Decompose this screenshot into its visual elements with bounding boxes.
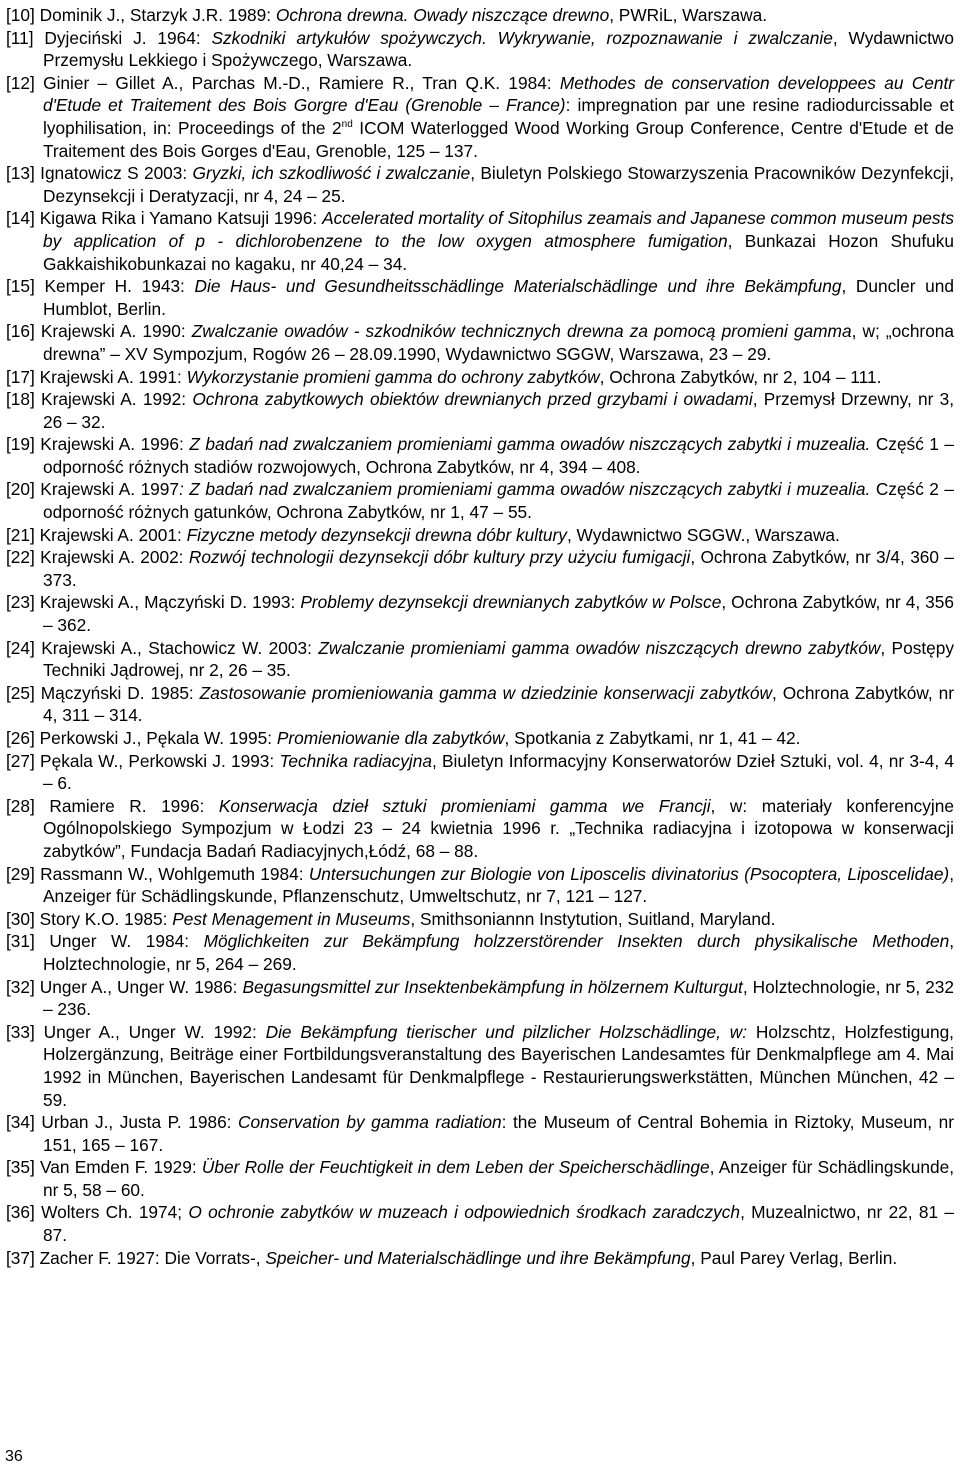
reference-text: [33] Unger A., Unger W. 1992: bbox=[6, 1021, 266, 1042]
reference-text: [17] Krajewski A. 1991: bbox=[6, 366, 187, 387]
reference-text: , Ochrona Zabytków, nr 4, 356 – 362. bbox=[43, 592, 955, 636]
reference-title: Methodes de conservation developpees au Centr d'Etude et Traitement des Bois Gorgre d'Eau (Grenoble – France) bbox=[43, 72, 954, 116]
reference-text: , Ochrona Zabytków, nr 2, 104 – 111. bbox=[599, 366, 882, 387]
reference-title: Begasungsmittel zur Insektenbekämpfung in hölzernem Kulturgut bbox=[242, 976, 743, 997]
reference-entry bbox=[6, 275, 954, 320]
reference-text: , Holztechnologie, nr 5, 232 – 236. bbox=[43, 976, 954, 1020]
reference-text: [27] Pękala W., Perkowski J. 1993: bbox=[6, 750, 280, 771]
reference-text: [11] Dyjeciński J. 1964: bbox=[6, 27, 212, 48]
reference-text: [19] Krajewski A. 1996: bbox=[6, 434, 190, 455]
reference-title: Technika radiacyjna bbox=[279, 750, 432, 771]
reference-text: [21] Krajewski A. 2001: bbox=[6, 524, 187, 545]
superscript: nd bbox=[341, 118, 353, 130]
reference-text: [37] Zacher F. 1927: Die Vorrats-, bbox=[6, 1247, 266, 1268]
reference-text: [23] Krajewski A., Mączyński D. 1993: bbox=[6, 592, 301, 613]
reference-text: [25] Mączyński D. 1985: bbox=[6, 682, 200, 703]
reference-title: Möglichkeiten zur Bekämpfung holzzerstörender Insekten durch physikalische Methoden bbox=[203, 931, 950, 952]
reference-text: , Paul Parey Verlag, Berlin. bbox=[690, 1247, 898, 1268]
reference-text: , Biuletyn Informacyjny Konserwatorów Dzieł Sztuki, vol. 4, nr 3-4, 4 – 6. bbox=[43, 750, 954, 794]
reference-title: Pest Menagement in Museums bbox=[172, 908, 411, 929]
reference-text: , PWRiL, Warszawa. bbox=[609, 5, 767, 25]
reference-text: [22] Krajewski A. 2002: bbox=[6, 547, 189, 568]
reference-title: : Z badań nad zwalczaniem promieniami gamma owadów niszczących zabytki i muzealia. bbox=[179, 479, 871, 500]
reference-title: Rozwój technologii dezynsekcji dóbr kultury przy użyciu fumigacji bbox=[188, 547, 691, 568]
reference-text: , w; „ochrona drewna” – XV Sympozjum, Rogów 26 – 28.09.1990, Wydawnictwo SGGW, Warszawa, 23 – 29. bbox=[43, 321, 955, 364]
reference-text: , Duncler und Humblot, Berlin. bbox=[43, 276, 954, 319]
reference-list bbox=[6, 4, 954, 1269]
reference-entry bbox=[6, 591, 954, 636]
reference-entry bbox=[6, 1201, 954, 1246]
reference-text: , Przemysł Drzewny, nr 3, 26 – 32. bbox=[43, 389, 954, 432]
reference-entry bbox=[6, 1156, 954, 1201]
reference-entry bbox=[6, 682, 954, 727]
reference-title: Fizyczne metody dezynsekcji drewna dóbr kultury bbox=[186, 524, 567, 545]
reference-text: : impregnation par une resine radiodurcissable et lyophilisation, in: Proceedings of the 2 bbox=[43, 95, 954, 138]
reference-text: [32] Unger A., Unger W. 1986: bbox=[6, 976, 243, 997]
reference-text: [20] Krajewski A. 1997 bbox=[6, 479, 180, 500]
reference-entry bbox=[6, 388, 954, 433]
reference-entry bbox=[6, 546, 954, 591]
reference-text: [36] Wolters Ch. 1974; bbox=[6, 1202, 189, 1223]
reference-entry bbox=[6, 72, 954, 162]
reference-text: , w: materiały konferencyjne Ogólnopolskiego Sympozjum w Łodzi 23 – 24 kwietnia 1996 r. „Technika radiacyjna i izotopowa w konserwacji zabytków”, Fundacja Badań Radiacyjnych,Łódź, 68 – 88. bbox=[43, 795, 954, 861]
reference-title: Wykorzystanie promieni gamma do ochrony zabytków bbox=[186, 366, 600, 387]
reference-entry bbox=[6, 320, 954, 365]
reference-entry bbox=[6, 908, 954, 931]
reference-title: Gryzki, ich szkodliwość i zwalczanie bbox=[192, 163, 471, 184]
reference-text: , Anzeiger für Schädlingskunde, Pflanzenschutz, Umweltschutz, nr 7, 121 – 127. bbox=[43, 863, 954, 907]
reference-entry bbox=[6, 478, 954, 523]
reference-title: Accelerated mortality of Sitophilus zeamais and Japanese common museum pests by application of p - dichlorobenzene to the low oxygen atmosphere fumigation bbox=[43, 208, 954, 251]
reference-text: [16] Krajewski A. 1990: bbox=[6, 321, 192, 342]
reference-text: [34] Urban J., Justa P. 1986: bbox=[6, 1112, 239, 1133]
reference-entry bbox=[6, 366, 954, 389]
reference-text: Część 2 – odporność różnych gatunków, Ochrona Zabytków, nr 1, 47 – 55. bbox=[43, 479, 955, 523]
reference-text: [24] Krajewski A., Stachowicz W. 2003: bbox=[6, 637, 319, 658]
reference-title: Conservation by gamma radiation bbox=[238, 1112, 502, 1133]
reference-entry bbox=[6, 750, 954, 795]
reference-text: [12] Ginier – Gillet A., Parchas M.-D., Ramiere R., Tran Q.K. 1984: bbox=[6, 72, 560, 93]
reference-text: [14] Kigawa Rika i Yamano Katsuji 1996: bbox=[6, 208, 323, 229]
reference-entry bbox=[6, 637, 954, 682]
reference-title: Szkodniki artykułów spożywczych. Wykrywanie, rozpoznawanie i zwalczanie bbox=[211, 27, 833, 48]
reference-title: Promieniowanie dla zabytków bbox=[276, 728, 505, 748]
reference-text: [18] Krajewski A. 1992: bbox=[6, 389, 193, 410]
reference-text: [31] Unger W. 1984: bbox=[6, 931, 204, 952]
reference-text: [10] Dominik J., Starzyk J.R. 1989: bbox=[6, 5, 276, 25]
reference-entry bbox=[6, 795, 954, 863]
reference-text: Holzschtz, Holzfestigung, Holzergänzung, Beiträge einer Fortbildungsveranstaltung des Bayerischen Landesamtes für Denkmalpflege am 4. Mai 1992 in München, Bayerischen Landesamt für Denkmalpflege - Restaurierungswerkstätten, München München, 42 – 59. bbox=[43, 1021, 954, 1110]
reference-title: Die Haus- und Gesundheitsschädlinge Materialschädlinge und ihre Bekämpfung bbox=[194, 276, 842, 297]
reference-text: , Ochrona Zabytków, nr 3/4, 360 – 373. bbox=[43, 547, 955, 590]
reference-text: [15] Kemper H. 1943: bbox=[6, 276, 195, 297]
reference-text: [29] Rassmann W., Wohlgemuth 1984: bbox=[6, 863, 309, 884]
reference-entry bbox=[6, 162, 954, 207]
page-number: 36 bbox=[5, 1448, 23, 1465]
reference-title: Z badań nad zwalczaniem promieniami gamma owadów niszczących zabytki i muzealia. bbox=[189, 434, 871, 455]
reference-text: , Muzealnictwo, nr 22, 81 – 87. bbox=[43, 1202, 954, 1246]
reference-text: ICOM Waterlogged Wood Working Group Conference, Centre d'Etude et de Traitement des Bois Gorges d'Eau, Grenoble, 125 – 137. bbox=[43, 117, 954, 161]
reference-title: Untersuchungen zur Biologie von Liposcelis divinatorius (Psocoptera, Liposcelidae) bbox=[308, 863, 950, 884]
reference-text: [28] Ramiere R. 1996: bbox=[6, 795, 219, 816]
reference-text: [30] Story K.O. 1985: bbox=[6, 908, 173, 929]
reference-text: [35] Van Emden F. 1929: bbox=[6, 1157, 202, 1178]
reference-title: Ochrona zabytkowych obiektów drewnianych przed grzybami i owadami bbox=[192, 389, 753, 410]
reference-entry bbox=[6, 863, 954, 908]
reference-text: , Biuletyn Polskiego Stowarzyszenia Pracowników Dezynfekcji, Dezynsekcji i Deratyzacji, nr 4, 24 – 25. bbox=[43, 163, 955, 206]
reference-title: Ochrona drewna. Owady niszczące drewno bbox=[275, 5, 610, 25]
reference-text: , Bunkazai Hozon Shufuku Gakkaishikobunkazai no kagaku, nr 40,24 – 34. bbox=[43, 230, 954, 274]
reference-entry bbox=[6, 433, 954, 478]
reference-title: Über Rolle der Feuchtigkeit in dem Leben der Speicherschädlinge bbox=[201, 1157, 710, 1178]
reference-text: , Postępy Techniki Jądrowej, nr 2, 26 – 35. bbox=[43, 637, 954, 681]
reference-entry bbox=[6, 1021, 954, 1111]
reference-entry bbox=[6, 207, 954, 275]
reference-entry bbox=[6, 524, 954, 547]
reference-entry bbox=[6, 930, 954, 975]
reference-text: [26] Perkowski J., Pękala W. 1995: bbox=[6, 728, 277, 748]
reference-title: Zwalczanie owadów - szkodników technicznych drewna za pomocą promieni gamma bbox=[191, 321, 852, 342]
reference-title: Problemy dezynsekcji drewnianych zabytków w Polsce bbox=[300, 592, 722, 613]
reference-title: Die Bekämpfung tierischer und pilzlicher Holzschädlinge, w: bbox=[265, 1021, 748, 1042]
reference-text: , Spotkania z Zabytkami, nr 1, 41 – 42. bbox=[504, 728, 801, 748]
reference-entry bbox=[6, 4, 954, 27]
reference-text: , Ochrona Zabytków, nr 4, 311 – 314. bbox=[43, 682, 954, 726]
reference-text: [13] Ignatowicz S 2003: bbox=[6, 163, 193, 184]
reference-text: , Smithsoniannn Instytution, Suitland, Maryland. bbox=[410, 908, 776, 929]
reference-text: , Wydawnictwo SGGW., Warszawa. bbox=[566, 524, 840, 545]
reference-text: : the Museum of Central Bohemia in Riztoky, Museum, nr 151, 165 – 167. bbox=[43, 1112, 954, 1155]
reference-entry bbox=[6, 1111, 954, 1156]
reference-text: Część 1 – odporność różnych stadiów rozwojowych, Ochrona Zabytków, nr 4, 394 – 408. bbox=[43, 434, 955, 477]
reference-entry bbox=[6, 27, 954, 72]
reference-entry bbox=[6, 1247, 954, 1270]
reference-title: O ochronie zabytków w muzeach i odpowiednich środkach zaradczych bbox=[188, 1202, 741, 1223]
reference-title: Zastosowanie promieniowania gamma w dziedzinie konserwacji zabytków bbox=[199, 682, 773, 703]
reference-title: Zwalczanie promieniami gamma owadów niszczących drewno zabytków bbox=[318, 637, 881, 658]
reference-entry bbox=[6, 727, 954, 750]
reference-title: Konserwacja dzieł sztuki promieniami gamma we Francji bbox=[218, 795, 711, 816]
reference-text: , Holztechnologie, nr 5, 264 – 269. bbox=[43, 931, 954, 974]
reference-text: , Wydawnictwo Przemysłu Lekkiego i Spożywczego, Warszawa. bbox=[43, 27, 955, 71]
reference-title: Speicher- und Materialschädlinge und ihre Bekämpfung bbox=[265, 1247, 691, 1268]
reference-text: , Anzeiger für Schädlingskunde, nr 5, 58 – 60. bbox=[43, 1157, 954, 1200]
reference-entry bbox=[6, 976, 954, 1021]
